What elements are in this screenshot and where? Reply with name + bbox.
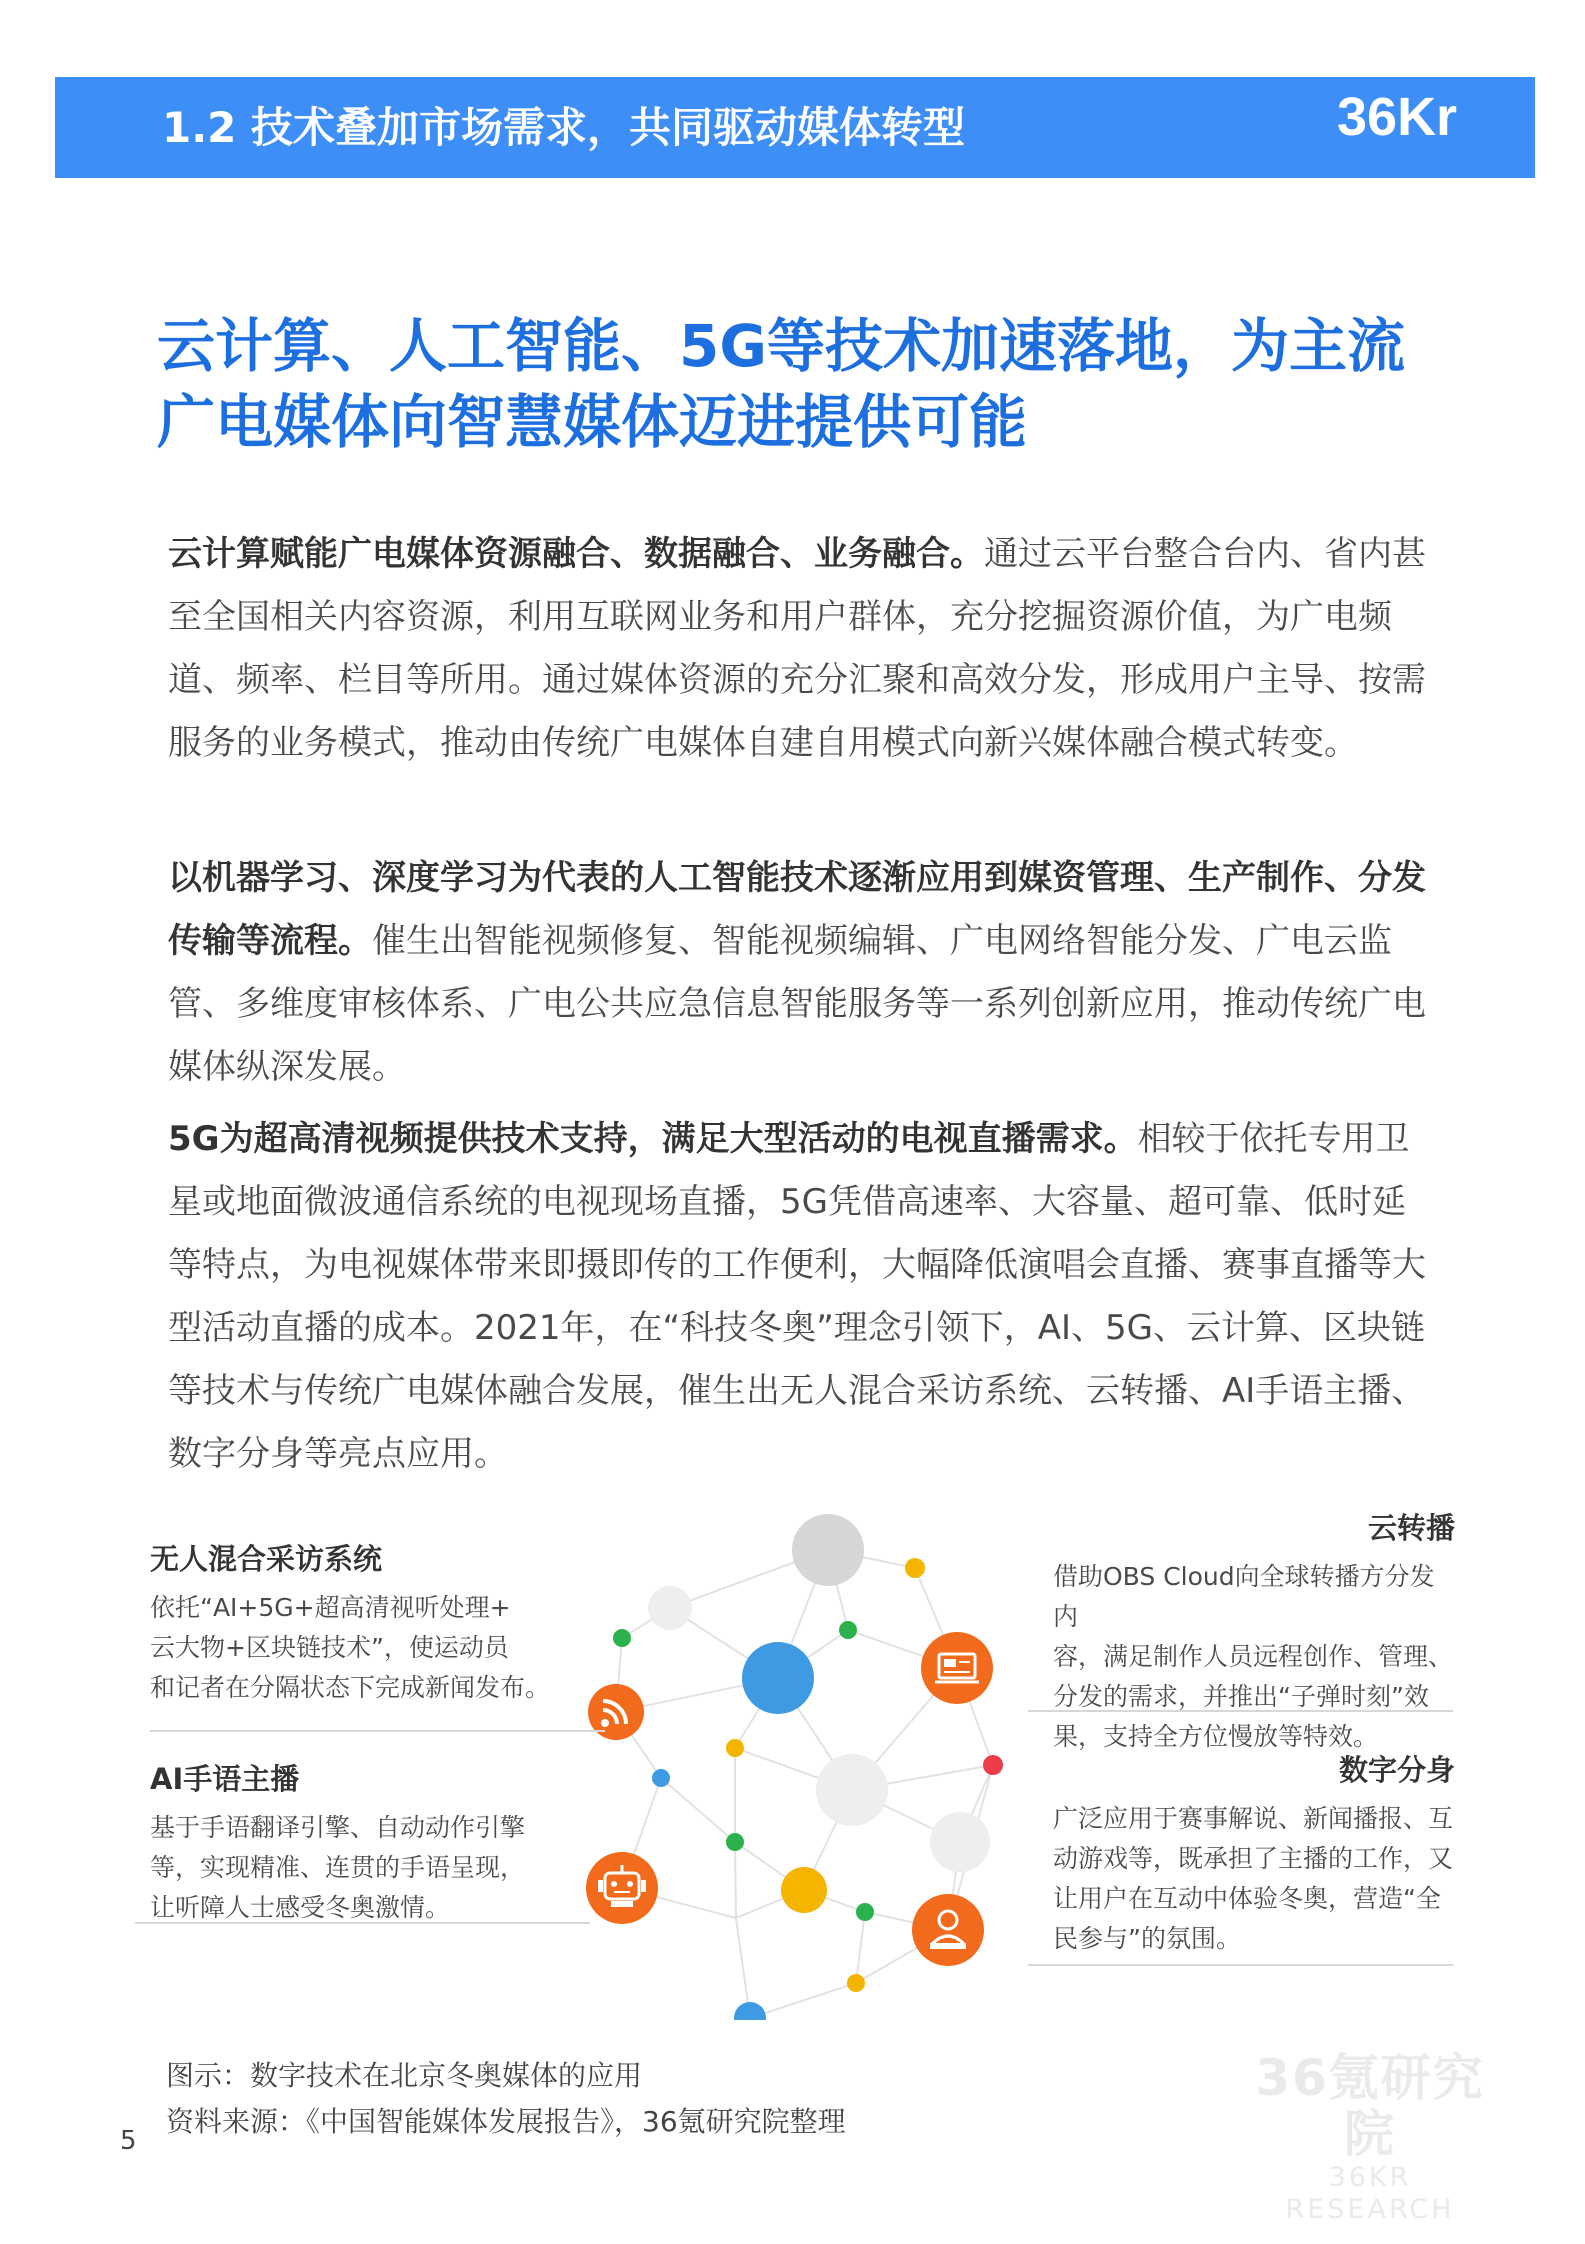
description-line: 民参与”的氛围。 <box>1053 1924 1241 1953</box>
36kr-logo <box>1329 77 1529 178</box>
feature-description <box>1053 1799 1455 1959</box>
description-line: 动游戏等，既承担了主播的工作，又 <box>1053 1844 1454 1873</box>
page-number: 5 <box>120 2126 137 2156</box>
description-line: 果，支持全方位慢放等特效。 <box>1053 1722 1379 1751</box>
description-line: 基于手语翻译引擎、自动动作引擎 <box>150 1813 526 1842</box>
paragraph-lead: 云计算赋能广电媒体资源融合、数据融合、业务融合。 <box>168 534 984 574</box>
digital-avatar-icon <box>912 1894 984 1966</box>
broadcast-screen-icon <box>921 1632 993 1704</box>
green-node <box>613 1629 631 1647</box>
blue-node <box>734 2002 766 2020</box>
feature-title: 无人混合采访系统 <box>150 1542 383 1576</box>
feature-title: 云转播 <box>1367 1511 1455 1545</box>
gray-node <box>930 1812 990 1872</box>
description-line: 和记者在分隔状态下完成新闻发布。 <box>150 1673 551 1702</box>
red-node <box>983 1755 1003 1775</box>
section-header-bar <box>55 77 1535 178</box>
feature-title: AI手语主播 <box>150 1762 300 1796</box>
description-line: 让用户在互动中体验冬奥，营造“全 <box>1053 1884 1441 1913</box>
divider <box>135 1922 590 1924</box>
divider <box>1028 1964 1453 1966</box>
figure-caption <box>166 2053 846 2145</box>
yellow-node <box>781 1867 827 1913</box>
gray-node <box>792 1514 864 1586</box>
paragraph-lead: 5G为超高清视频提供技术支持，满足大型活动的电视直播需求。 <box>168 1119 1138 1159</box>
36kr-research-watermark <box>1240 2050 1500 2226</box>
caption-source: 资料来源：《中国智能媒体发展报告》，36氪研究院整理 <box>166 2105 846 2138</box>
paragraph-ai <box>168 847 1428 1099</box>
divider <box>1028 1710 1453 1712</box>
watermark-cn: 36氪研究院 <box>1255 2049 1485 2163</box>
description-line: 分发的需求，并推出“子弹时刻”效 <box>1053 1682 1429 1711</box>
green-node <box>726 1833 744 1851</box>
feature-unmanned-interview <box>150 1537 610 1708</box>
feature-digital-avatar <box>1053 1748 1455 1959</box>
paragraph-cloud <box>168 523 1428 775</box>
svg-text:36Kr: 36Kr <box>1337 87 1458 147</box>
feature-description <box>150 1808 610 1928</box>
feature-title: 数字分身 <box>1338 1753 1455 1787</box>
blue-node <box>742 1642 814 1714</box>
description-line: 等，实现精准、连贯的手语呈现， <box>150 1853 526 1882</box>
yellow-node <box>905 1558 925 1578</box>
feature-description <box>1053 1557 1455 1757</box>
caption-title: 图示：数字技术在北京冬奥媒体的应用 <box>166 2059 643 2092</box>
gray-node <box>648 1586 692 1630</box>
paragraph-body: 相较于依托专用卫星或地面微波通信系统的电视现场直播，5G凭借高速率、大容量、超可靠、低时延等特点，为电视媒体带来即摄即传的工作便利，大幅降低演唱会直播、赛事直播等大型活动直播的成本。2021年，在“科技冬奥”理念引领下，AI、5G、云计算、区块链等技术与传统广电媒体融合发展，催生出无人混合采访系统、云转播、AI手语主播、数字分身等亮点应用。 <box>168 1119 1426 1474</box>
page-headline <box>157 308 1457 460</box>
feature-description <box>150 1588 610 1708</box>
green-node <box>839 1621 857 1639</box>
description-line: 依托“AI+5G+超高清视听处理+ <box>150 1593 511 1622</box>
application-figure <box>0 1480 1585 2020</box>
description-line: 云大物+区块链技术”，使运动员 <box>150 1633 509 1662</box>
feature-ai-sign-anchor <box>150 1757 610 1928</box>
headline-line-1: 云计算、人工智能、5G等技术加速落地，为主流 <box>157 312 1405 380</box>
description-line: 容，满足制作人员远程创作、管理、 <box>1053 1642 1454 1671</box>
headline-line-2: 广电媒体向智慧媒体迈进提供可能 <box>157 388 1028 456</box>
divider <box>150 1730 605 1732</box>
description-line: 借助OBS Cloud向全球转播方分发内 <box>1053 1562 1435 1631</box>
paragraph-body: 催生出智能视频修复、智能视频编辑、广电网络智能分发、广电云监管、多维度审核体系、广电公共应急信息智能服务等一系列创新应用，推动传统广电媒体纵深发展。 <box>168 921 1426 1087</box>
blue-node <box>652 1769 670 1787</box>
watermark-en: 36KR RESEARCH <box>1285 2162 1455 2225</box>
green-node <box>856 1903 874 1921</box>
paragraph-5g <box>168 1108 1428 1486</box>
gray-node <box>816 1754 888 1826</box>
paragraph-body: 通过云平台整合台内、省内甚至全国相关内容资源，利用互联网业务和用户群体，充分挖掘资源价值，为广电频道、频率、栏目等所用。通过媒体资源的充分汇聚和高效分发，形成用户主导、按需服务的业务模式，推动由传统广电媒体自建自用模式向新兴媒体融合模式转变。 <box>168 534 1426 763</box>
description-line: 广泛应用于赛事解说、新闻播报、互 <box>1053 1804 1454 1833</box>
description-line: 让听障人士感受冬奥激情。 <box>150 1893 451 1922</box>
yellow-node <box>847 1974 865 1992</box>
paragraph-lead: 以机器学习、深度学习为代表的人工智能技术逐渐应用到媒资管理、生产制作、分发传输等流程。 <box>168 858 1426 961</box>
feature-cloud-broadcast <box>1053 1506 1455 1757</box>
section-title: 1.2 技术叠加市场需求，共同驱动媒体转型 <box>162 103 966 152</box>
yellow-node <box>726 1739 744 1757</box>
